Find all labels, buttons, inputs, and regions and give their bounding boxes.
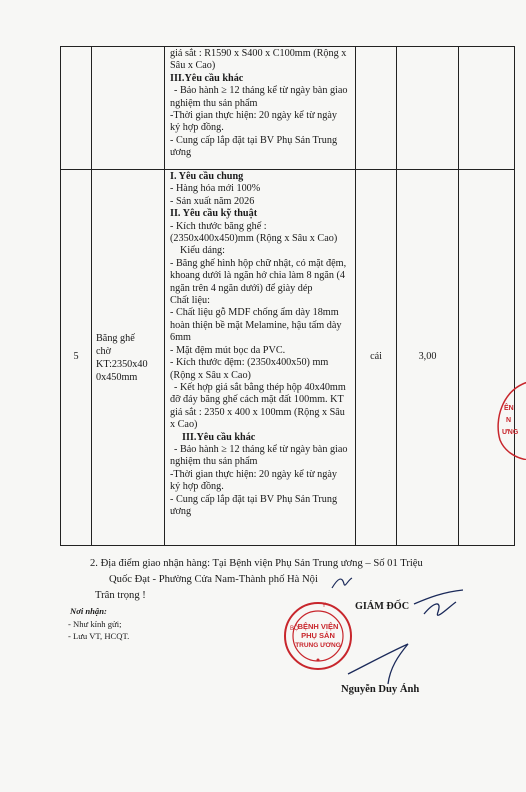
req-line: -Thời gian thực hiện: 20 ngày kể từ ngày xyxy=(170,468,337,480)
requirements-cell xyxy=(165,47,356,170)
director-signature xyxy=(338,584,478,694)
req-line: - Bảo hành ≥ 12 tháng kể từ ngày bàn giao xyxy=(174,443,348,455)
item-name-line: 0x450mm xyxy=(96,371,138,383)
recipients-title: Nơi nhận: xyxy=(70,606,107,616)
svg-text:BỆNH VIỆN: BỆNH VIỆN xyxy=(297,622,339,631)
specification-table xyxy=(60,46,515,546)
req-line: ký hợp đồng. xyxy=(170,122,224,134)
req-line: - Kích thước đệm: (2350x400x50) mm xyxy=(170,357,329,369)
requirements-cell xyxy=(165,170,356,546)
item-name-cell xyxy=(92,47,165,170)
unit-cell: cái xyxy=(356,170,397,546)
closing-text: Trân trọng ! xyxy=(95,590,146,601)
req-line: - Kích thước băng ghế : xyxy=(170,220,267,232)
req-line: - Sản xuất năm 2026 xyxy=(170,195,255,207)
req-line: Chất liệu: xyxy=(170,295,210,307)
req-line: - Chất liệu gỗ MDF chống ẩm dày 18mm xyxy=(170,307,339,319)
item-name-line: Băng ghế xyxy=(96,332,135,344)
note-cell xyxy=(459,47,515,170)
req-line: đỡ đáy băng ghế cách mặt đất 100mm. KT xyxy=(170,394,344,406)
req-line: ký hợp đồng. xyxy=(170,481,224,493)
req-line: giá sắt : 2350 x 400 x 100mm (Rộng x Sâu xyxy=(170,406,345,418)
item-name-cell xyxy=(92,170,165,546)
svg-text:ƯNG: ƯNG xyxy=(502,429,519,436)
req-line: hoàn thiện bề mặt Melamine, hậu tấm dày xyxy=(170,319,342,331)
recipient-item: - Như kính gửi; xyxy=(68,619,122,629)
table-row xyxy=(61,47,515,170)
req-line: nghiệm thu sản phẩm xyxy=(170,456,258,468)
item-name-line: KT:2350x40 xyxy=(96,358,148,370)
requirements-text xyxy=(165,170,355,518)
req-line: (2350x400x450)mm (Rộng x Sâu x Cao) xyxy=(170,233,338,245)
req-line: - Cung cấp lắp đặt tại BV Phụ Sản Trung xyxy=(170,493,338,505)
recipient-item: - Lưu VT, HCQT. xyxy=(68,631,130,641)
unit-cell xyxy=(356,47,397,170)
req-line: -Thời gian thực hiện: 20 ngày kể từ ngày xyxy=(170,110,337,122)
req-line: ngăn trên 4 ngăn dưới) để giày dép xyxy=(170,282,313,294)
signer-position: GIÁM ĐỐC xyxy=(355,601,410,612)
note-cell xyxy=(459,170,515,546)
req-line: - Cung cấp lắp đặt tại BV Phụ Sản Trung xyxy=(170,134,338,146)
req-heading: III.Yêu cầu khác xyxy=(170,72,244,84)
req-heading: I. Yêu cầu chung xyxy=(170,171,244,182)
table-row xyxy=(61,170,515,546)
delivery-line-1: 2. Địa điểm giao nhận hàng: Tại Bệnh viện Phụ Sản Trung ương – Số 01 Triệu xyxy=(90,558,423,569)
edge-stamp xyxy=(490,380,526,460)
svg-text:TRUNG ƯƠNG: TRUNG ƯƠNG xyxy=(295,642,341,649)
req-line: - Băng ghế hình hộp chữ nhật, có mặt đệm, xyxy=(170,257,347,269)
stt-cell: 5 xyxy=(61,170,92,546)
req-line: - Kết hợp giá sắt bằng thép hộp 40x40mm xyxy=(174,381,346,393)
req-line: - Mặt đệm mút bọc da PVC. xyxy=(170,344,286,356)
req-line: ương xyxy=(170,147,192,159)
req-line: ương xyxy=(170,505,192,517)
svg-text:ÊN: ÊN xyxy=(504,405,514,412)
requirements-text xyxy=(165,47,355,160)
stt-cell xyxy=(61,47,92,170)
req-line: Kiểu dáng: xyxy=(180,245,225,257)
req-line: nghiệm thu sản phẩm xyxy=(170,97,258,109)
req-line: 6mm xyxy=(170,332,191,344)
req-line: - Bảo hành ≥ 12 tháng kể từ ngày bàn giao xyxy=(174,85,348,97)
req-line: giá sắt : R1590 x S400 x C100mm (Rộng x xyxy=(170,48,347,59)
signer-name: Nguyễn Duy Ánh xyxy=(341,684,420,695)
req-line: - Hàng hóa mới 100% xyxy=(170,183,261,195)
quantity-cell: 3,00 xyxy=(397,170,459,546)
req-heading: III.Yêu cầu khác xyxy=(182,431,256,443)
req-line: x Cao) xyxy=(170,419,198,431)
item-name-line: chờ xyxy=(96,345,112,357)
req-heading: II. Yêu cầu kỹ thuật xyxy=(170,208,258,220)
svg-text:PHỤ SẢN: PHỤ SẢN xyxy=(301,631,335,640)
req-line: khoang dưới là ngăn hở chia làm 8 ngăn (4 xyxy=(170,270,346,282)
delivery-line-2: Quốc Đạt - Phường Cửa Nam-Thành phố Hà Nội xyxy=(109,574,318,585)
svg-text:Y: Y xyxy=(322,603,327,609)
req-line: (Rộng x Sâu x Cao) xyxy=(170,369,251,381)
svg-text:BỘ: BỘ xyxy=(290,626,299,632)
quantity-cell xyxy=(397,47,459,170)
item-name xyxy=(92,332,164,384)
req-line: Sâu x Cao) xyxy=(170,60,216,72)
svg-text:N: N xyxy=(506,417,512,424)
